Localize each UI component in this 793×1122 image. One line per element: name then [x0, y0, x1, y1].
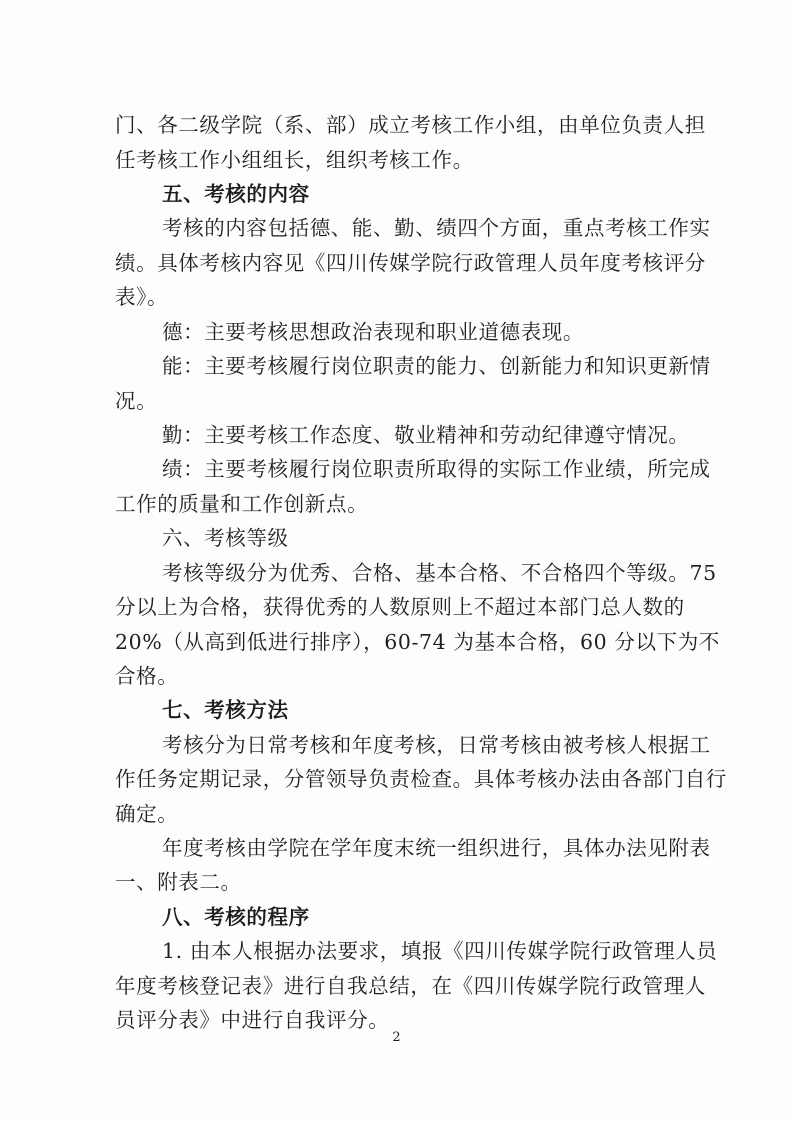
- paragraph-line: 绩。具体考核内容见《四川传媒学院行政管理人员年度考核评分: [115, 251, 706, 275]
- paragraph-line: 1. 由本人根据办法要求，填报《四川传媒学院行政管理人员: [162, 939, 718, 963]
- paragraph-line: 作任务定期记录，分管领导负责检查。具体考核办法由各部门自行: [115, 767, 727, 791]
- page-number: 2: [392, 1030, 401, 1045]
- paragraph-line: 考核的内容包括德、能、勤、绩四个方面，重点考核工作实: [162, 216, 711, 240]
- paragraph-line: 绩：主要考核履行岗位职责所取得的实际工作业绩，所完成: [162, 457, 711, 481]
- paragraph-line: 年度考核登记表》进行自我总结，在《四川传媒学院行政管理人: [115, 974, 706, 998]
- paragraph-line: 合格。: [115, 664, 179, 688]
- paragraph-line: 德：主要考核思想政治表现和职业道德表现。: [162, 320, 584, 344]
- paragraph-line: 分以上为合格，获得优秀的人数原则上不超过本部门总人数的: [115, 595, 685, 619]
- section-heading-method: 七、考核方法: [162, 698, 289, 722]
- paragraph-line: 况。: [115, 389, 158, 413]
- paragraph-line: 考核等级分为优秀、合格、基本合格、不合格四个等级。75: [162, 561, 717, 585]
- section-heading-grade: 六、考核等级: [162, 526, 289, 550]
- paragraph-line: 年度考核由学院在学年度末统一组织进行，具体办法见附表: [162, 836, 711, 860]
- section-heading-procedure: 八、考核的程序: [162, 905, 310, 929]
- paragraph-line: 员评分表》中进行自我评分。: [115, 1008, 390, 1032]
- paragraph-line: 门、各二级学院（系、部）成立考核工作小组，由单位负责人担: [115, 113, 706, 137]
- paragraph-line: 考核分为日常考核和年度考核，日常考核由被考核人根据工: [162, 733, 711, 757]
- section-heading-content: 五、考核的内容: [162, 182, 310, 206]
- paragraph-line: 20%（从高到低进行排序），60-74 为基本合格，60 分以下为不: [115, 630, 720, 654]
- paragraph-line: 表》。: [115, 285, 169, 309]
- paragraph-line: 确定。: [115, 802, 179, 826]
- paragraph-line: 任考核工作小组组长，组织考核工作。: [115, 148, 474, 172]
- paragraph-line: 一、附表二。: [115, 870, 242, 894]
- paragraph-line: 能：主要考核履行岗位职责的能力、创新能力和知识更新情: [162, 354, 711, 378]
- paragraph-line: 勤：主要考核工作态度、敬业精神和劳动纪律遵守情况。: [162, 423, 690, 447]
- paragraph-line: 工作的质量和工作创新点。: [115, 492, 369, 516]
